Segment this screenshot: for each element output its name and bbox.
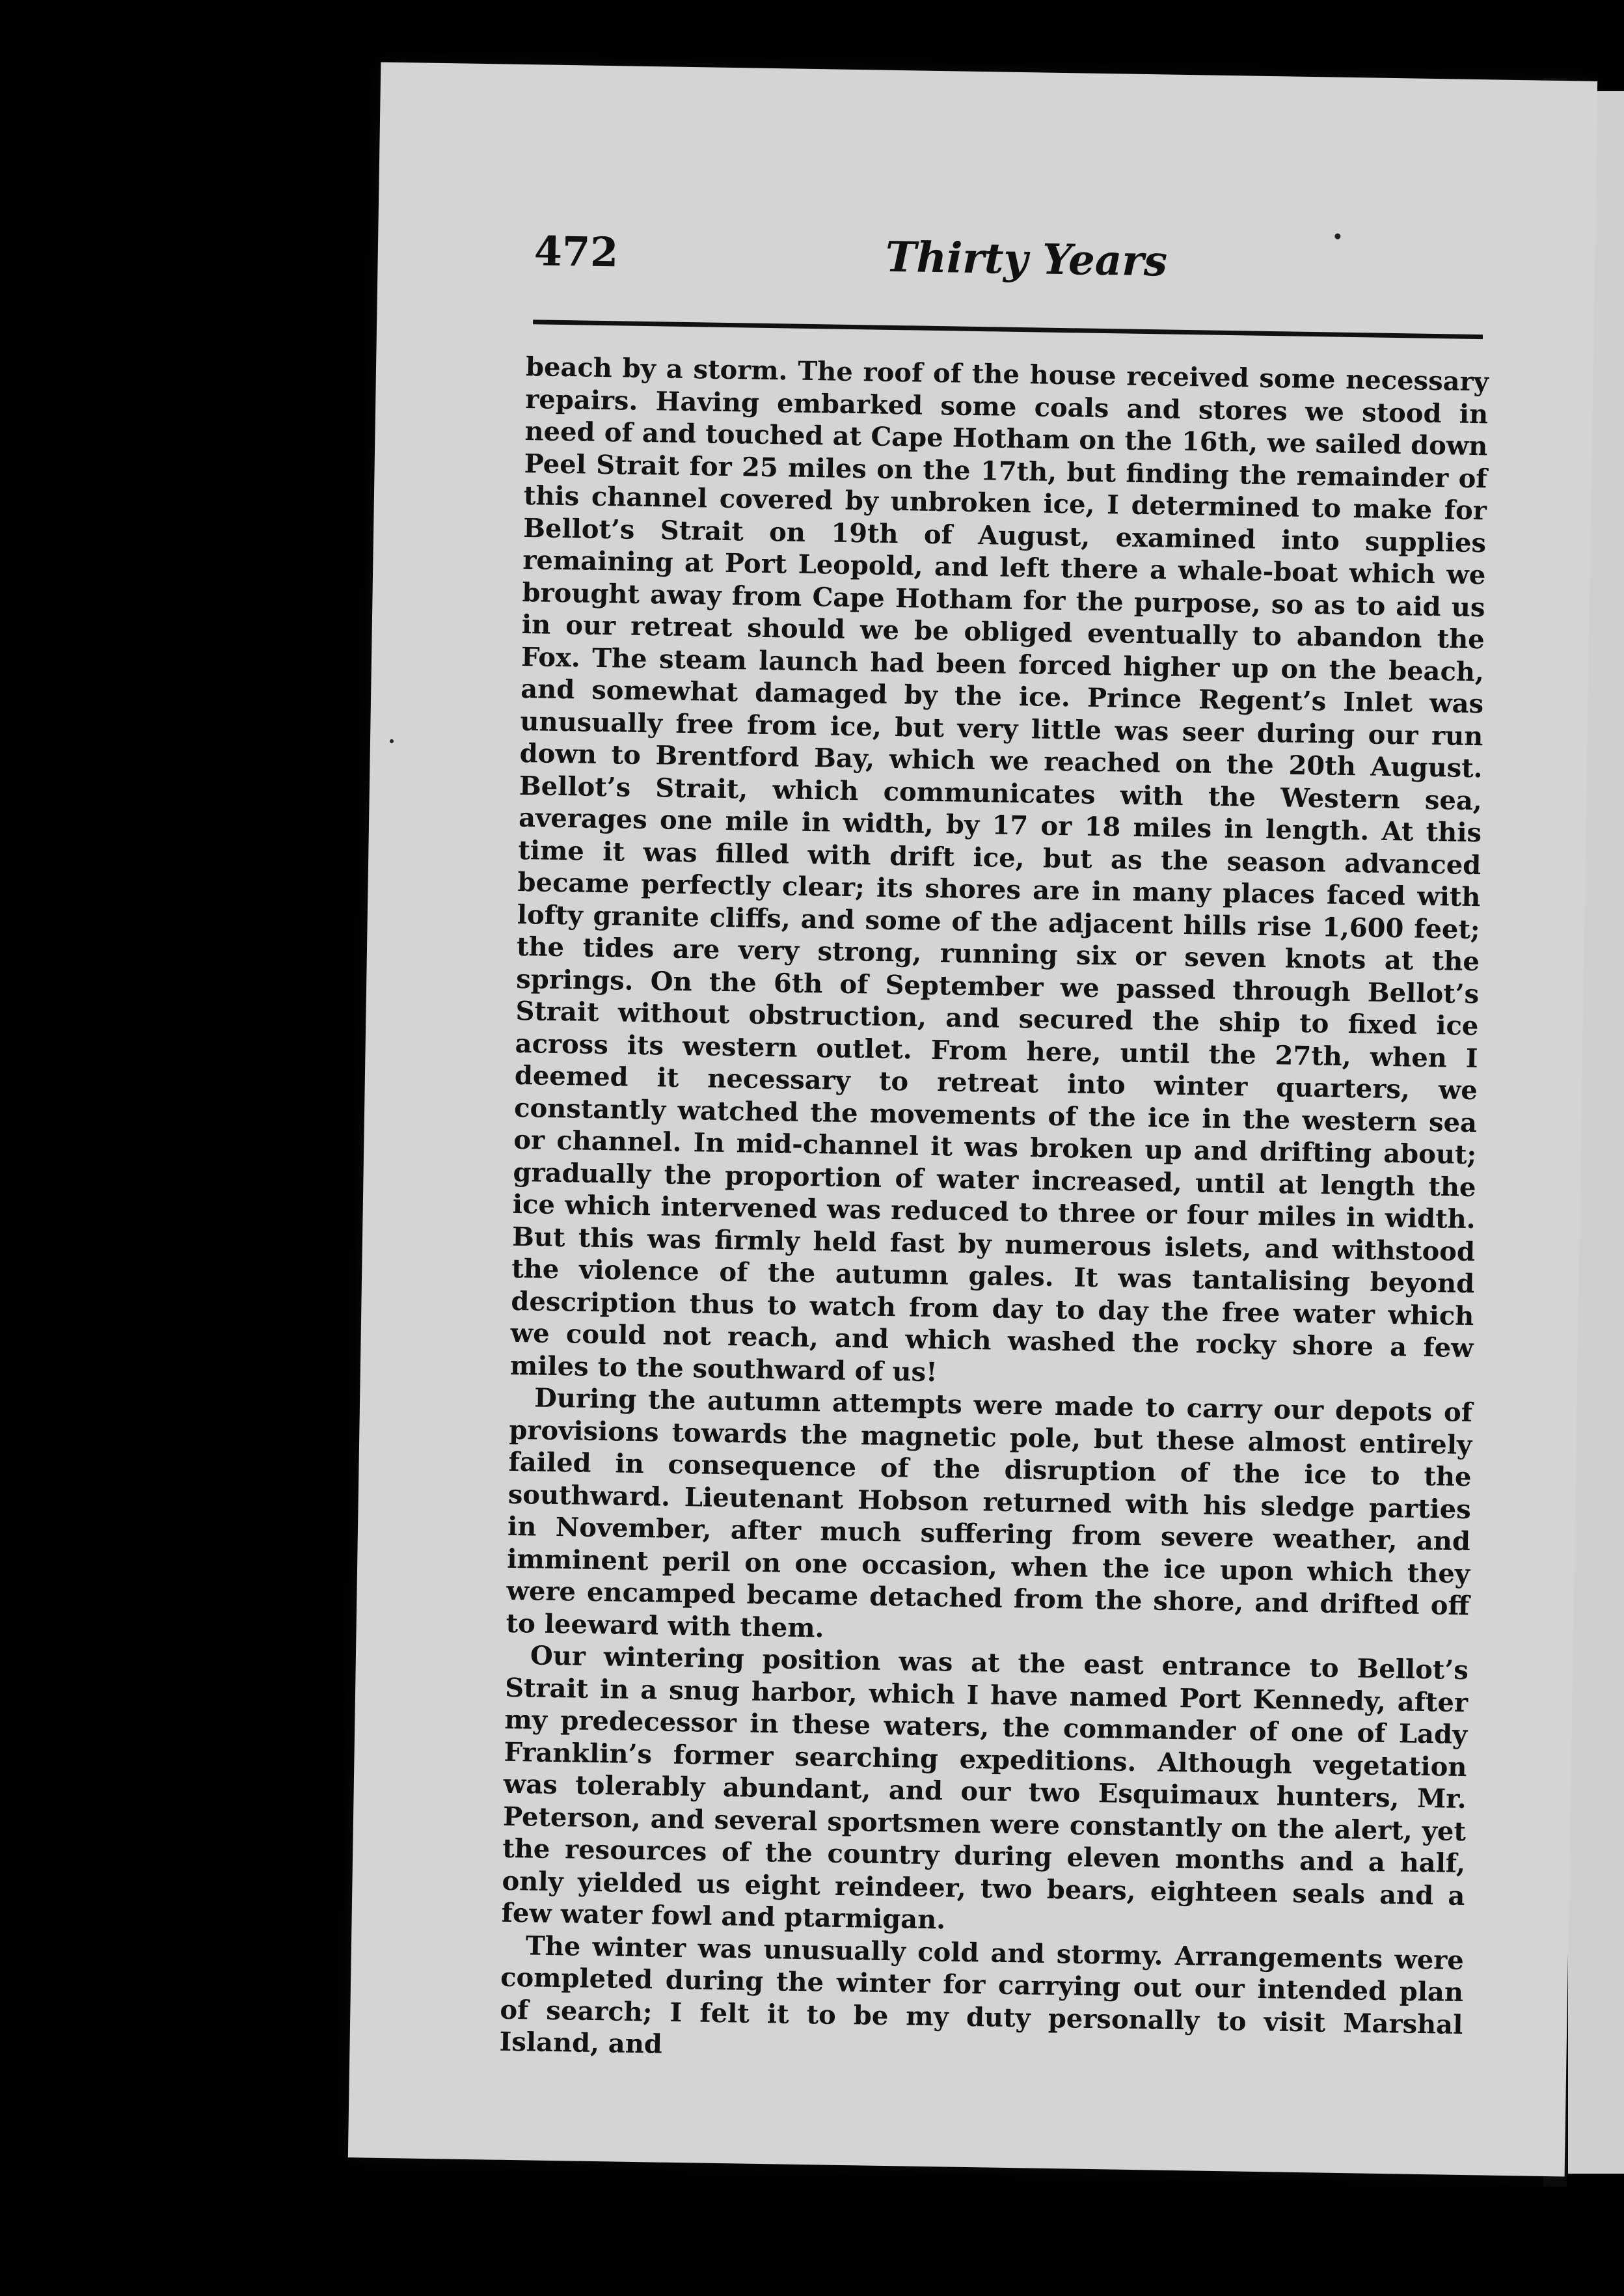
paragraph-1: beach by a storm. The roof of the house received some necessary repairs. Having embarked some coals and stores we stood in need of and touched at Cape Hotham on the 16th, we sailed down Peel Strait for 25 miles on the 17th, but finding the remainder of this channel covered by unbroken ice, I determined to make for Bellot’s Strait on 19th of August, examined into supplies remaining at Port Leopold, and left there a whale-boat which we brought away from Cape Hotham for the purpose, so as to aid us in our retreat should we be obliged eventually to abandon the Fox. The steam launch had been forced higher up on the beach, and somewhat damaged by the ice. Prince Regent’s Inlet was unusually free from ice, but very little was seer during our run down to Brentford Bay, which we reached on the 20th August. Bellot’s Strait, which communicates with the Western sea, averages one mile in width, by 17 or 18 miles in length. At this time it was filled with drift ice, but as the season advanced became perfectly clear; its shores are in many places faced with lofty granite cliffs, and some of the adjacent hills rise 1,600 feet; the tides are very strong, running six or seven knots at the springs. On the 6th of September we passed through Bellot’s Strait without obstruction, and secured the ship to fixed ice across its western outlet. From here, until the 27th, when I deemed it necessary to retreat into winter quarters, we constantly watched the movements of the ice in the western sea or channel. In mid-channel it was broken up and drifting about; gradually the proportion of water increased, until at length the ice which intervened was reduced to three or four miles in width. But this was firmly held fast by numerous islets, and withstood the violence of the autumn gales. It was tantalising beyond description thus to watch from day to day the free water which we could not reach, and which washed the rocky shore a few miles to the southward of us!: [509, 351, 1489, 1387]
book-page: [348, 62, 1597, 2177]
paragraph-2: During the autumn attempts were made to carry our depots of provisions towards the magnetic pole, but these almost entirely failed in consequence of the disruption of the ice to the southward. Lieutenant Hobson returned with his sledge parties in November, after much suffering from severe weather, and imminent peril on one occasion, when the ice upon which they were encamped became detached from the shore, and drifted off to leeward with them.: [506, 1382, 1473, 1644]
page-header: [534, 227, 1478, 320]
paragraph-3: Our wintering position was at the east entrance to Bellot’s Strait in a snug harbor, which I have named Port Kennedy, after my predecessor in these waters, the commander of one of Lady Franklin’s former searching expeditions. Although vegetation was tolerably abundant, and our two Esquimaux hunters, Mr. Peterson, and several sportsmen were constantly on the alert, yet the resources of the country during eleven months and a half, only yielded us eight reindeer, two bears, eighteen seals and a few water fowl and ptarmigan.: [501, 1640, 1469, 1935]
running-head: Thirty Years: [885, 232, 1168, 286]
paragraph-4: The winter was unusually cold and stormy. Arrangements were completed during the winter for carrying out our intended plan of search; I felt it to be my duty personally to visit Marshal Island, and: [499, 1930, 1465, 2060]
header-rule: [533, 320, 1483, 339]
print-speck: [390, 739, 394, 743]
print-speck: [1334, 234, 1340, 239]
body-text: [499, 351, 1489, 2073]
page-number: 472: [534, 227, 619, 277]
